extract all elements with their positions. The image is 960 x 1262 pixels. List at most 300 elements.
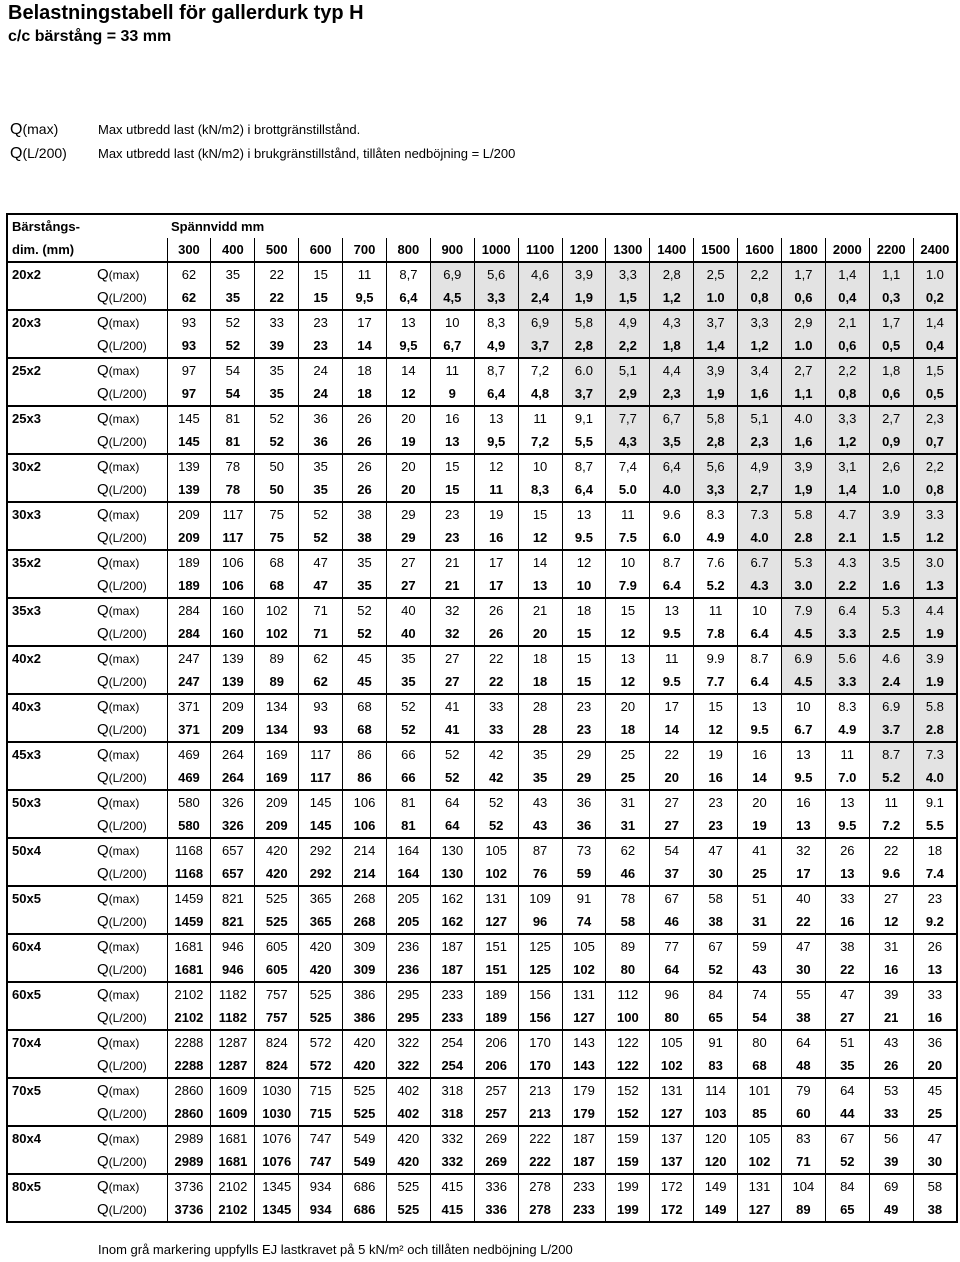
table-cell: 87 [518, 838, 562, 862]
table-cell: 420 [299, 934, 343, 958]
table-cell: 27 [386, 550, 430, 574]
table-cell: 209 [255, 814, 299, 838]
table-cell: 50 [255, 454, 299, 478]
table-cell: 3,3 [606, 262, 650, 286]
table-cell: 10 [518, 454, 562, 478]
table-cell: 17 [474, 550, 518, 574]
row-dim: 80x5 [7, 1174, 95, 1198]
row-label-l200: Q(L/200) [95, 574, 167, 598]
row-label-l200: Q(L/200) [95, 1150, 167, 1174]
row-dim: 20x3 [7, 310, 95, 334]
table-cell: 3.9 [913, 646, 957, 670]
table-cell: 26 [913, 934, 957, 958]
table-cell: 22 [474, 646, 518, 670]
table-row [7, 694, 957, 718]
table-cell: 52 [211, 334, 255, 358]
table-cell: 1681 [211, 1150, 255, 1174]
row-label-l200: Q(L/200) [95, 958, 167, 982]
table-cell: 2,9 [781, 310, 825, 334]
table-cell: 29 [386, 526, 430, 550]
table-cell: 68 [343, 718, 387, 742]
table-cell: 2,9 [606, 382, 650, 406]
table-row [7, 1150, 957, 1174]
table-cell: 137 [650, 1126, 694, 1150]
table-cell: 17 [474, 574, 518, 598]
table-cell: 6,9 [430, 262, 474, 286]
table-cell: 1,2 [738, 334, 782, 358]
table-cell: 247 [167, 670, 211, 694]
table-cell: 9.5 [650, 622, 694, 646]
table-cell: 7.0 [825, 766, 869, 790]
table-cell: 402 [386, 1102, 430, 1126]
table-cell: 8.7 [650, 550, 694, 574]
table-cell: 35 [299, 454, 343, 478]
table-cell: 824 [255, 1030, 299, 1054]
table-cell: 102 [255, 598, 299, 622]
table-cell: 160 [211, 622, 255, 646]
table-cell: 326 [211, 814, 255, 838]
table-cell: 257 [474, 1078, 518, 1102]
table-cell: 105 [474, 838, 518, 862]
table-cell: 15 [299, 262, 343, 286]
row-label-l200: Q(L/200) [95, 814, 167, 838]
table-cell: 18 [343, 358, 387, 382]
table-cell: 9.9 [694, 646, 738, 670]
table-cell: 2102 [211, 1198, 255, 1222]
table-cell: 332 [430, 1150, 474, 1174]
table-cell: 469 [167, 742, 211, 766]
table-cell: 2,7 [781, 358, 825, 382]
table-cell: 525 [386, 1174, 430, 1198]
table-cell: 65 [825, 1198, 869, 1222]
table-cell: 0,4 [913, 334, 957, 358]
table-cell: 20 [606, 694, 650, 718]
table-cell: 32 [781, 838, 825, 862]
table-cell: 35 [343, 574, 387, 598]
table-cell: 60 [781, 1102, 825, 1126]
row-label-l200: Q(L/200) [95, 670, 167, 694]
table-cell: 6.9 [869, 694, 913, 718]
table-cell: 1,7 [781, 262, 825, 286]
table-cell: 27 [650, 790, 694, 814]
table-cell: 18 [518, 646, 562, 670]
table-cell: 117 [299, 766, 343, 790]
table-cell: 3,9 [694, 358, 738, 382]
table-row [7, 358, 957, 382]
table-cell: 2,2 [825, 358, 869, 382]
table-cell: 209 [255, 790, 299, 814]
table-cell: 549 [343, 1126, 387, 1150]
table-cell: 4.5 [781, 622, 825, 646]
table-cell: 5.6 [825, 646, 869, 670]
table-cell: 62 [299, 646, 343, 670]
table-cell: 757 [255, 1006, 299, 1030]
table-cell: 233 [562, 1198, 606, 1222]
table-cell: 102 [255, 622, 299, 646]
table-cell: 145 [299, 814, 343, 838]
table-cell: 31 [869, 934, 913, 958]
table-cell: 29 [562, 742, 606, 766]
table-cell: 15 [562, 670, 606, 694]
table-cell: 41 [430, 694, 474, 718]
table-cell: 55 [781, 982, 825, 1006]
table-cell: 0,8 [825, 382, 869, 406]
table-cell: 309 [343, 934, 387, 958]
table-cell: 415 [430, 1198, 474, 1222]
table-cell: 26 [343, 454, 387, 478]
row-label-max: Q(max) [95, 982, 167, 1006]
table-cell: 46 [650, 910, 694, 934]
table-cell: 5,6 [694, 454, 738, 478]
table-cell: 86 [343, 766, 387, 790]
table-cell: 45 [343, 670, 387, 694]
table-cell: 420 [255, 838, 299, 862]
span-header: 1800 [781, 238, 825, 262]
table-cell: 1345 [255, 1174, 299, 1198]
table-cell: 1,6 [738, 382, 782, 406]
table-cell: 149 [694, 1198, 738, 1222]
row-label-l200: Q(L/200) [95, 382, 167, 406]
table-cell: 3.3 [825, 670, 869, 694]
span-header: 1300 [606, 238, 650, 262]
row-label-max: Q(max) [95, 262, 167, 286]
table-cell: 35 [518, 742, 562, 766]
table-cell: 28 [518, 694, 562, 718]
table-cell: 0,5 [869, 334, 913, 358]
footer-note: Inom grå markering uppfylls EJ lastkravet på 5 kN/m² och tillåten nedböjning L/200 [98, 1242, 573, 1257]
row-label-max: Q(max) [95, 838, 167, 862]
table-cell: 6.9 [781, 646, 825, 670]
table-cell: 85 [738, 1102, 782, 1126]
row-label-l200: Q(L/200) [95, 1198, 167, 1222]
table-cell: 15 [518, 502, 562, 526]
table-cell: 35 [299, 478, 343, 502]
table-cell: 20 [386, 454, 430, 478]
table-cell: 32 [430, 622, 474, 646]
row-label-l200: Q(L/200) [95, 766, 167, 790]
table-cell: 105 [562, 934, 606, 958]
table-cell: 80 [606, 958, 650, 982]
table-cell: 5.3 [781, 550, 825, 574]
table-row [7, 982, 957, 1006]
table-cell: 139 [167, 478, 211, 502]
table-cell: 0,8 [738, 286, 782, 310]
table-cell: 21 [869, 1006, 913, 1030]
table-cell: 101 [738, 1078, 782, 1102]
table-cell: 89 [255, 646, 299, 670]
table-row [7, 406, 957, 430]
table-cell: 6.0 [562, 358, 606, 382]
table-cell: 3,3 [825, 406, 869, 430]
table-cell: 131 [650, 1078, 694, 1102]
table-cell: 81 [386, 790, 430, 814]
table-cell: 13 [518, 574, 562, 598]
table-cell: 36 [562, 814, 606, 838]
table-cell: 336 [474, 1174, 518, 1198]
table-cell: 27 [650, 814, 694, 838]
table-cell: 172 [650, 1198, 694, 1222]
table-cell: 9.5 [825, 814, 869, 838]
table-cell: 31 [738, 910, 782, 934]
table-cell: 54 [211, 382, 255, 406]
span-header: 1200 [562, 238, 606, 262]
table-cell: 50 [255, 478, 299, 502]
table-cell: 3736 [167, 1198, 211, 1222]
table-cell: 4.9 [694, 526, 738, 550]
table-cell: 365 [299, 910, 343, 934]
table-cell: 16 [694, 766, 738, 790]
table-cell: 33 [825, 886, 869, 910]
row-label-max: Q(max) [95, 1030, 167, 1054]
row-dim: 25x2 [7, 358, 95, 382]
table-cell: 1.0 [913, 262, 957, 286]
table-cell: 24 [299, 382, 343, 406]
table-cell: 86 [343, 742, 387, 766]
table-cell: 76 [518, 862, 562, 886]
table-row [7, 1126, 957, 1150]
table-cell: 257 [474, 1102, 518, 1126]
table-cell: 105 [650, 1030, 694, 1054]
table-cell: 134 [255, 694, 299, 718]
table-cell: 52 [430, 766, 474, 790]
table-cell: 33 [869, 1102, 913, 1126]
table-cell: 13 [474, 406, 518, 430]
table-cell: 1,2 [825, 430, 869, 454]
table-cell: 3,7 [562, 382, 606, 406]
table-cell: 292 [299, 862, 343, 886]
table-cell: 52 [825, 1150, 869, 1174]
table-cell: 59 [562, 862, 606, 886]
page-title: Belastningstabell för gallerdurk typ H [8, 2, 364, 24]
table-cell: 20 [913, 1054, 957, 1078]
table-cell: 0,6 [869, 382, 913, 406]
table-cell: 13 [606, 646, 650, 670]
table-row [7, 574, 957, 598]
row-label-max: Q(max) [95, 454, 167, 478]
table-row [7, 382, 957, 406]
table-cell: 38 [825, 934, 869, 958]
table-cell: 71 [781, 1150, 825, 1174]
row-dim: 25x3 [7, 406, 95, 430]
table-cell: 5,6 [474, 262, 518, 286]
table-cell: 93 [299, 694, 343, 718]
table-cell: 14 [650, 718, 694, 742]
table-cell: 29 [386, 502, 430, 526]
table-cell: 145 [167, 406, 211, 430]
table-cell: 45 [913, 1078, 957, 1102]
row-dim: 40x2 [7, 646, 95, 670]
table-cell: 9,5 [386, 334, 430, 358]
header-row-1 [7, 214, 957, 238]
table-cell: 52 [299, 502, 343, 526]
table-cell: 247 [167, 646, 211, 670]
table-cell: 131 [474, 886, 518, 910]
table-cell: 5.8 [781, 502, 825, 526]
table-cell: 605 [255, 958, 299, 982]
table-cell: 14 [386, 358, 430, 382]
table-cell: 102 [474, 862, 518, 886]
table-cell: 40 [781, 886, 825, 910]
table-row [7, 1078, 957, 1102]
table-cell: 322 [386, 1030, 430, 1054]
row-dim: 35x2 [7, 550, 95, 574]
table-cell: 179 [562, 1078, 606, 1102]
table-cell: 91 [694, 1030, 738, 1054]
table-cell: 1.9 [913, 622, 957, 646]
table-cell: 97 [167, 358, 211, 382]
table-cell: 97 [167, 382, 211, 406]
table-cell: 1,6 [781, 430, 825, 454]
table-cell: 13 [562, 502, 606, 526]
table-cell: 156 [518, 1006, 562, 1030]
table-row [7, 1174, 957, 1198]
table-row [7, 886, 957, 910]
table-cell: 371 [167, 694, 211, 718]
row-dim: 30x3 [7, 502, 95, 526]
table-cell: 5,5 [562, 430, 606, 454]
table-cell: 62 [167, 286, 211, 310]
table-cell: 143 [562, 1054, 606, 1078]
table-cell: 7.3 [913, 742, 957, 766]
table-cell: 189 [474, 1006, 518, 1030]
row-dim: 50x4 [7, 838, 95, 862]
table-cell: 4,5 [430, 286, 474, 310]
table-cell: 11 [518, 406, 562, 430]
table-cell: 1,4 [825, 478, 869, 502]
table-cell: 62 [167, 262, 211, 286]
row-label-max: Q(max) [95, 310, 167, 334]
table-cell: 525 [343, 1102, 387, 1126]
table-cell: 5.0 [606, 478, 650, 502]
table-row [7, 454, 957, 478]
table-cell: 17 [781, 862, 825, 886]
table-cell: 1.0 [781, 334, 825, 358]
span-header: 600 [299, 238, 343, 262]
table-cell: 35 [825, 1054, 869, 1078]
table-cell: 38 [913, 1198, 957, 1222]
table-cell: 33 [474, 718, 518, 742]
table-cell: 22 [474, 670, 518, 694]
table-cell: 14 [518, 550, 562, 574]
table-row [7, 622, 957, 646]
table-cell: 35 [386, 646, 430, 670]
table-cell: 5,8 [562, 310, 606, 334]
table-cell: 5.8 [913, 694, 957, 718]
row-label-max: Q(max) [95, 742, 167, 766]
table-row [7, 430, 957, 454]
row-label-max: Q(max) [95, 646, 167, 670]
table-cell: 64 [430, 814, 474, 838]
table-cell: 160 [211, 598, 255, 622]
row-label-max: Q(max) [95, 550, 167, 574]
table-cell: 189 [167, 550, 211, 574]
table-cell: 54 [211, 358, 255, 382]
table-cell: 83 [694, 1054, 738, 1078]
table-cell: 54 [738, 1006, 782, 1030]
table-cell: 6,4 [562, 478, 606, 502]
table-cell: 22 [825, 958, 869, 982]
row-label-l200: Q(L/200) [95, 910, 167, 934]
table-cell: 10 [562, 574, 606, 598]
table-cell: 189 [474, 982, 518, 1006]
table-cell: 5,1 [738, 406, 782, 430]
table-cell: 1,4 [913, 310, 957, 334]
table-cell: 20 [518, 622, 562, 646]
table-cell: 22 [255, 286, 299, 310]
table-cell: 130 [430, 838, 474, 862]
table-cell: 3,1 [825, 454, 869, 478]
table-cell: 8.7 [738, 646, 782, 670]
table-cell: 6.7 [738, 550, 782, 574]
table-cell: 2288 [167, 1054, 211, 1078]
table-row [7, 262, 957, 286]
table-cell: 22 [255, 262, 299, 286]
table-cell: 7.9 [606, 574, 650, 598]
table-cell: 213 [518, 1102, 562, 1126]
table-cell: 79 [781, 1078, 825, 1102]
table-cell: 11 [343, 262, 387, 286]
table-row [7, 646, 957, 670]
table-cell: 1459 [167, 910, 211, 934]
table-cell: 66 [386, 766, 430, 790]
table-cell: 33 [255, 310, 299, 334]
table-cell: 1459 [167, 886, 211, 910]
table-cell: 11 [606, 502, 650, 526]
table-cell: 47 [299, 550, 343, 574]
table-cell: 2,2 [738, 262, 782, 286]
table-cell: 284 [167, 622, 211, 646]
table-cell: 23 [562, 694, 606, 718]
table-cell: 934 [299, 1198, 343, 1222]
table-cell: 525 [299, 982, 343, 1006]
table-row [7, 286, 957, 310]
table-cell: 27 [386, 574, 430, 598]
table-cell: 52 [386, 694, 430, 718]
table-cell: 2.5 [869, 622, 913, 646]
table-cell: 131 [738, 1174, 782, 1198]
table-cell: 525 [386, 1198, 430, 1222]
table-cell: 13 [650, 598, 694, 622]
table-cell: 16 [781, 790, 825, 814]
table-cell: 47 [913, 1126, 957, 1150]
table-cell: 4.3 [825, 550, 869, 574]
table-cell: 4,8 [518, 382, 562, 406]
table-cell: 6.7 [781, 718, 825, 742]
table-cell: 2989 [167, 1126, 211, 1150]
row-label-l200: Q(L/200) [95, 334, 167, 358]
table-cell: 284 [167, 598, 211, 622]
table-row [7, 1030, 957, 1054]
table-cell: 187 [562, 1150, 606, 1174]
page-subtitle: c/c bärstång = 33 mm [8, 28, 172, 45]
table-cell: 4,9 [606, 310, 650, 334]
table-cell: 2,8 [650, 262, 694, 286]
table-cell: 295 [386, 1006, 430, 1030]
table-cell: 2,3 [738, 430, 782, 454]
table-cell: 1287 [211, 1054, 255, 1078]
table-cell: 10 [738, 598, 782, 622]
table-cell: 8,3 [518, 478, 562, 502]
row-dim: 80x4 [7, 1126, 95, 1150]
table-cell: 67 [694, 934, 738, 958]
table-cell: 52 [211, 310, 255, 334]
table-cell: 1609 [211, 1102, 255, 1126]
table-cell: 127 [650, 1102, 694, 1126]
table-cell: 43 [518, 814, 562, 838]
table-cell: 159 [606, 1126, 650, 1150]
table-cell: 3,9 [562, 262, 606, 286]
table-cell: 189 [167, 574, 211, 598]
